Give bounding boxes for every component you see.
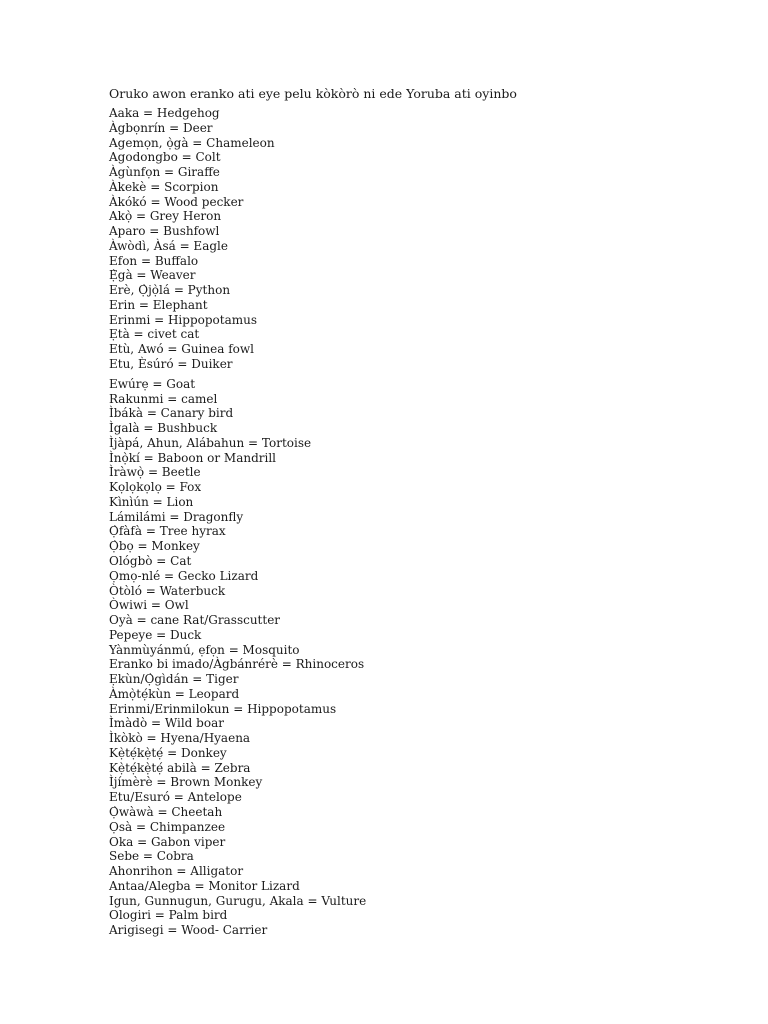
list-item: Ìkòkò = Hyena/Hyaena: [109, 731, 251, 746]
list-item: Efon = Buffalo: [109, 253, 199, 268]
list-item: Yànmùyánmú, ẹfọn = Mosquito: [109, 642, 300, 657]
list-item: Erin = Elephant: [109, 297, 208, 312]
list-item: Àwòdì, Àsá = Eagle: [109, 238, 228, 253]
list-item: Sebe = Cobra: [109, 849, 194, 864]
list-item: Ẹtà = civet cat: [109, 327, 200, 342]
list-item: Ahonrihon = Alligator: [109, 864, 244, 879]
list-item: Ẹ̀gà = Weaver: [109, 268, 196, 283]
document-title: Oruko awon eranko ati eye pelu kòkòrò ni ede Yoruba ati oyinbo: [109, 86, 517, 101]
list-item: Kẹ̀tẹ́kẹ̀tẹ́ = Donkey: [109, 745, 227, 760]
list-item: Eranko bi imado/Àgbánrérè = Rhinoceros: [109, 657, 365, 672]
list-item: Ọsà = Chimpanzee: [109, 819, 226, 834]
list-item: Àkekè = Scorpion: [109, 179, 219, 194]
list-item: Oka = Gabon viper: [109, 834, 226, 849]
list-item: Ọ̀bọ = Monkey: [109, 539, 200, 554]
list-item: Lámilámi = Dragonfly: [109, 509, 244, 524]
list-item: Ìgalà = Bushbuck: [109, 421, 218, 436]
list-item: Arigisegi = Wood- Carrier: [109, 923, 268, 938]
list-item: Ìmàdò = Wild boar: [109, 716, 224, 731]
list-item: Etu/Esuró = Antelope: [109, 790, 242, 805]
list-item: Ìjàpá, Ahun, Alábahun = Tortoise: [109, 435, 312, 450]
list-item: Etu, Èsúró = Duiker: [109, 357, 233, 372]
list-item: Kọlọkọlọ = Fox: [109, 480, 202, 495]
list-item: Ologiri = Palm bird: [109, 908, 228, 923]
list-item: Kẹ̀tẹ́kẹ̀tẹ́ abilà = Zebra: [109, 760, 251, 775]
list-item: Agemọn, ọ̀gà = Chameleon: [109, 135, 275, 150]
list-item: Erè, Ọ̀jọ̀lá = Python: [109, 283, 231, 298]
list-item: Àmọ̀tẹ́kùn = Leopard: [109, 686, 240, 701]
list-item: Ológbò = Cat: [109, 553, 192, 568]
list-item: Àgbọnrín = Deer: [109, 120, 213, 135]
list-item: Ìjímèrè = Brown Monkey: [109, 775, 263, 790]
list-item: Ìràwọ̀ = Beetle: [109, 465, 201, 480]
list-item: Ẹkùn/Ọ̀gìdán = Tiger: [109, 672, 239, 687]
list-item: Ọmọ-nlé = Gecko Lizard: [109, 568, 259, 583]
list-item: Aparo = Bushfowl: [109, 224, 220, 239]
list-item: Pepeye = Duck: [109, 627, 202, 642]
list-item: Etù, Awó = Guinea fowl: [109, 342, 254, 357]
list-item: Rakunmi = camel: [109, 391, 218, 406]
list-item: Erinmi = Hippopotamus: [109, 312, 258, 327]
list-item: Oyà = cane Rat/Grasscutter: [109, 613, 281, 628]
list-item: Àgùnfọn = Giraffe: [109, 165, 220, 180]
list-item: Agodongbo = Colt: [109, 150, 221, 165]
list-item: Aaka = Hedgehog: [109, 106, 220, 120]
list-item: Erinmi/Erinmilokun = Hippopotamus: [109, 701, 337, 716]
list-item: Antaa/Alegba = Monitor Lizard: [109, 878, 300, 893]
list-item: Kìnìún = Lion: [109, 494, 194, 509]
list-item: Òtòló = Waterbuck: [109, 583, 226, 598]
list-item: Ìbákà = Canary bird: [109, 406, 234, 421]
animal-list: [109, 106, 709, 938]
list-item: Ìnọ̀kí = Baboon or Mandrill: [109, 450, 277, 465]
list-item: Ọ̀wàwà = Cheetah: [109, 804, 223, 819]
list-item: Ọ̀fàfà = Tree hyrax: [109, 524, 226, 539]
list-item: Ewúrẹ = Goat: [109, 376, 196, 391]
document-page: [109, 85, 709, 938]
list-item: Igun, Gunnugun, Gurugu, Akala = Vulture: [109, 893, 367, 908]
list-item: Òwiwi = Owl: [109, 598, 189, 613]
list-item: Akọ̀ = Grey Heron: [109, 209, 222, 224]
list-item: Àkókó = Wood pecker: [109, 194, 244, 209]
